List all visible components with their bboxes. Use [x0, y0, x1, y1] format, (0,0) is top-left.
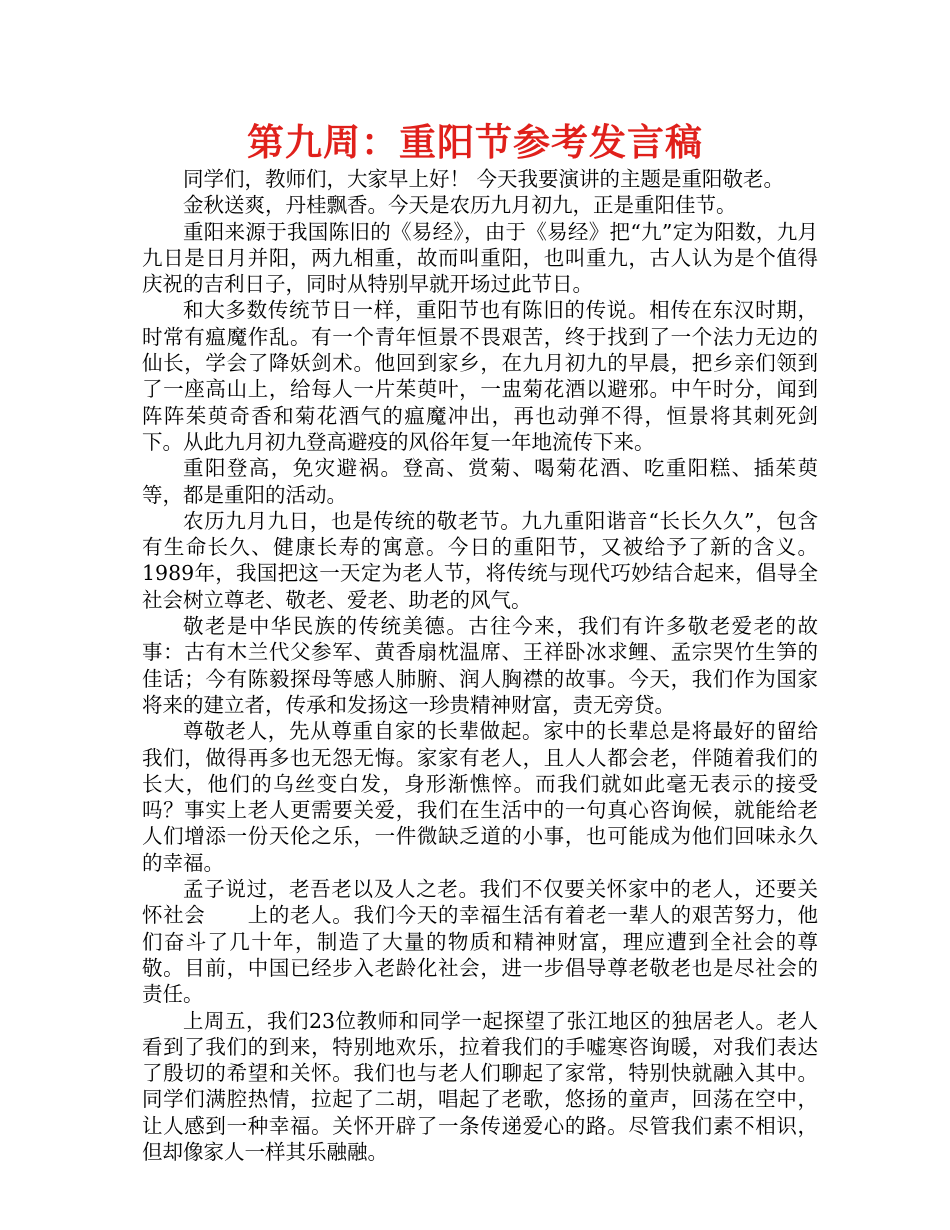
- paragraph-visit: 上周五，我们23位教师和同学一起探望了张江地区的独居老人。老人看到了我们的到来，特别地欢乐，拉着我们的手嘘寒咨询暖，对我们表达了殷切的希望和关怀。我们也与老人们聊起了家常，特别快就融入其中。同学们满腔热情，拉起了二胡，唱起了老歌，悠扬的童声，回荡在空中，让人感到一种幸福。关怀开辟了一条传递爱心的路。尽管我们素不相识，但却像家人一样其乐融融。: [142, 1008, 818, 1164]
- paragraph-society-elders: 孟子说过，老吾老以及人之老。我们不仅要关怀家中的老人，还要关怀社会 上的老人。我们今天的幸福生活有着老一辈人的艰苦努力，他们奋斗了几十年，制造了大量的物质和精神财富，理应遭到全社会的尊敬。目前，中国已经步入老龄化社会，进一步倡导尊老敬老也是尽社会的责任。: [142, 877, 818, 1007]
- paragraph-seniors-day: 农历九月九日，也是传统的敬老节。九九重阳谐音“长长久久”，包含有生命长久、健康长寿的寓意。今日的重阳节，又被给予了新的含义。1989年，我国把这一天定为老人节，将传统与现代巧妙结合起来，倡导全社会树立尊老、敬老、爱老、助老的风气。: [142, 508, 818, 612]
- paragraph-origin: 重阳来源于我国陈旧的《易经》，由于《易经》把“九”定为阳数，九月九日是日月并阳，两九相重，故而叫重阳，也叫重九，古人认为是个值得庆祝的吉利日子，同时从特别早就开场过此节日。: [142, 219, 818, 297]
- paragraph-activities: 重阳登高，免灾避祸。登高、赏菊、喝菊花酒、吃重阳糕、插茱萸等，都是重阳的活动。: [142, 456, 818, 507]
- document-body: [142, 166, 818, 1165]
- paragraph-legend: 和大多数传统节日一样，重阳节也有陈旧的传说。相传在东汉时期，时常有瘟魔作乱。有一个青年恒景不畏艰苦，终于找到了一个法力无边的仙长，学会了降妖剑术。他回到家乡，在九月初九的早晨，把乡亲们领到了一座高山上，给每人一片茱萸叶，一盅菊花酒以避邪。中午时分，闻到阵阵茱萸奇香和菊花酒气的瘟魔冲出，再也动弹不得，恒景将其刺死剑下。从此九月初九登高避疫的风俗年复一年地流传下来。: [142, 298, 818, 454]
- paragraph-greeting: 同学们，教师们，大家早上好！ 今天我要演讲的主题是重阳敬老。: [183, 167, 785, 191]
- paragraph-virtue: 敬老是中华民族的传统美德。古往今来，我们有许多敬老爱老的故事：古有木兰代父参军、黄香扇枕温席、王祥卧冰求鲤、孟宗哭竹生笋的佳话；今有陈毅探母等感人肺腑、润人胸襟的故事。今天，我们作为国家将来的建立者，传承和发扬这一珍贵精神财富，责无旁贷。: [142, 614, 818, 717]
- paragraph-family-elders: 尊敬老人，先从尊重自家的长辈做起。家中的长辈总是将最好的留给我们，做得再多也无怨无悔。家家有老人，且人人都会老，伴随着我们的长大，他们的乌丝变白发，身形渐憔悴。而我们就如此毫无表示的接受吗？事实上老人更需要关爱，我们在生活中的一句真心咨询候，就能给老人们增添一份天伦之乐，一件微缺乏道的小事，也可能成为他们回味永久的幸福。: [142, 719, 818, 875]
- document-title: 第九周：重阳节参考发言稿: [247, 121, 703, 164]
- paragraph-autumn: 金秋送爽，丹桂飘香。今天是农历九月初九，正是重阳佳节。: [183, 193, 737, 218]
